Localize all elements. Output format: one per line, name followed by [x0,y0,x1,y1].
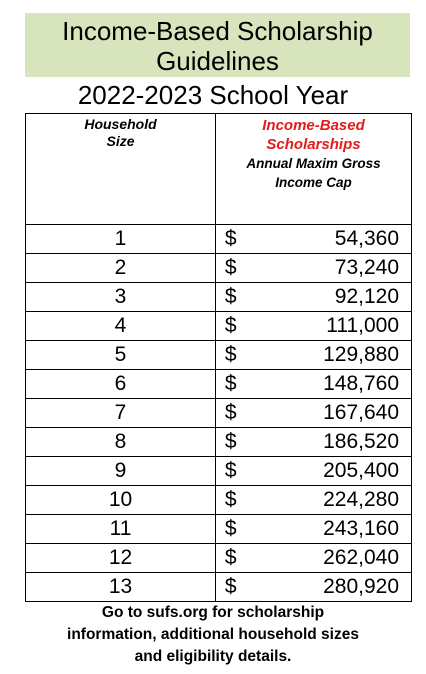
footer-line-2: information, additional household sizes [67,626,359,643]
currency-symbol-cell: $ [216,254,244,283]
table-row [26,515,412,544]
income-cap-amount-cell: 111,000 [244,312,412,341]
household-size-cell: 1 [26,225,216,254]
currency-symbol-cell: $ [216,457,244,486]
currency-symbol-cell: $ [216,283,244,312]
table-row [26,341,412,370]
table-row [26,254,412,283]
household-size-cell: 2 [26,254,216,283]
table-row [26,283,412,312]
table-row [26,225,412,254]
table-row [26,486,412,515]
income-cap-amount-cell: 224,280 [244,486,412,515]
table-row [26,428,412,457]
income-cap-amount-cell: 167,640 [244,399,412,428]
income-cap-header-line-1: Annual Maxim Gross [246,156,381,171]
household-size-cell: 6 [26,370,216,399]
school-year-subtitle: 2022-2023 School Year [77,80,349,110]
income-cap-amount-cell: 129,880 [244,341,412,370]
table-row [26,573,412,602]
household-size-cell: 11 [26,515,216,544]
income-cap-header-red-1: Income-Based [262,117,365,134]
currency-symbol-cell: $ [216,544,244,573]
household-size-header-line-1: Household [84,116,157,132]
income-cap-amount-cell: 54,360 [244,225,412,254]
table-row [26,399,412,428]
table-row [26,370,412,399]
household-size-cell: 4 [26,312,216,341]
income-cap-amount-cell: 73,240 [244,254,412,283]
currency-symbol-cell: $ [216,573,244,602]
income-cap-amount-cell: 205,400 [244,457,412,486]
currency-symbol-cell: $ [216,225,244,254]
table-header-row [26,114,412,225]
title-banner [25,13,410,77]
title-line-1: Income-Based Scholarship [62,16,373,46]
footer-note [0,602,426,668]
income-cap-amount-cell: 262,040 [244,544,412,573]
income-cap-header-red-2: Scholarships [266,136,361,153]
household-size-cell: 3 [26,283,216,312]
table-row [26,544,412,573]
currency-symbol-cell: $ [216,341,244,370]
income-cap-table [25,113,412,602]
currency-symbol-cell: $ [216,428,244,457]
household-size-cell: 13 [26,573,216,602]
income-cap-amount-cell: 243,160 [244,515,412,544]
income-cap-amount-cell: 280,920 [244,573,412,602]
household-size-cell: 5 [26,341,216,370]
footer-line-1: Go to sufs.org for scholarship [101,604,325,621]
household-size-cell: 8 [26,428,216,457]
household-size-cell: 9 [26,457,216,486]
income-cap-amount-cell: 92,120 [244,283,412,312]
income-cap-header [216,114,412,225]
currency-symbol-cell: $ [216,399,244,428]
household-size-cell: 10 [26,486,216,515]
income-cap-header-line-2: Income Cap [275,175,352,190]
income-cap-amount-cell: 186,520 [244,428,412,457]
table-row [26,457,412,486]
currency-symbol-cell: $ [216,486,244,515]
currency-symbol-cell: $ [216,515,244,544]
currency-symbol-cell: $ [216,312,244,341]
income-cap-amount-cell: 148,760 [244,370,412,399]
footer-line-3: and eligibility details. [134,648,292,665]
currency-symbol-cell: $ [216,370,244,399]
table-row [26,312,412,341]
household-size-header-line-2: Size [106,133,135,149]
household-size-header [26,114,216,225]
household-size-cell: 7 [26,399,216,428]
household-size-cell: 12 [26,544,216,573]
title-line-2: Guidelines [156,46,279,76]
